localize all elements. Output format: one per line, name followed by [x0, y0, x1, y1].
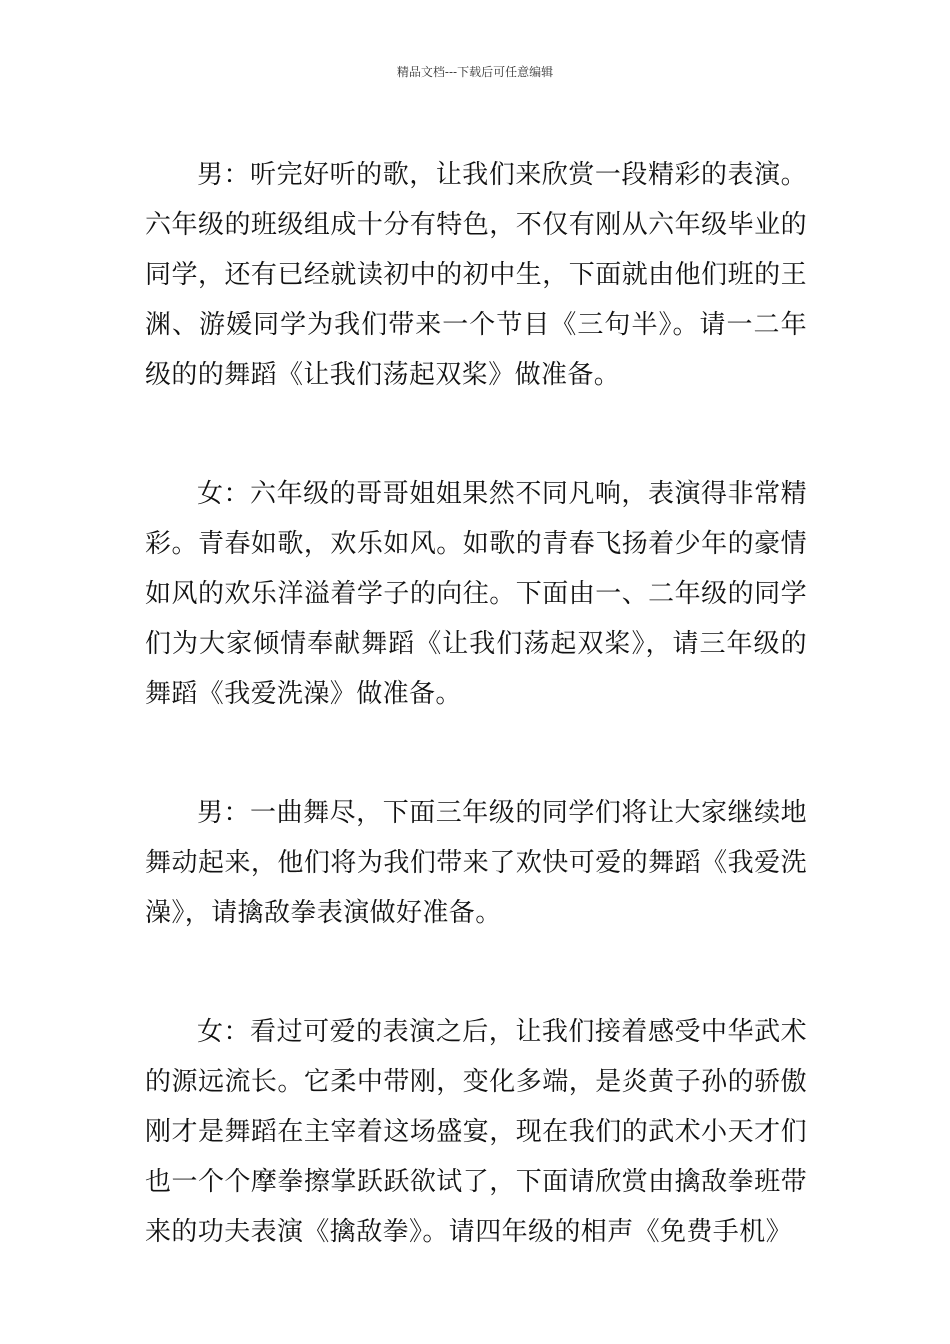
- paragraph-male-2: 男：一曲舞尽，下面三年级的同学们将让大家继续地舞动起来，他们将为我们带来了欢快可爱的舞蹈《我爱洗澡》，请擒敌拳表演做好准备。: [145, 798, 807, 928]
- page-header: 精品文档---下载后可任意编辑: [396, 65, 554, 79]
- paragraph-female-2: 女：看过可爱的表演之后，让我们接着感受中华武术的源远流长。它柔中带刚，变化多端，是炎黄子孙的骄傲刚才是舞蹈在主宰着这场盛宴，现在我们的武术小天才们也一个个摩拳擦掌跃跃欲试了，下面请欣赏由擒敌拳班带来的功夫表演《擒敌拳》。请四年级的相声《免费手机》: [145, 1017, 807, 1247]
- paragraph-female-1: 女：六年级的哥哥姐姐果然不同凡响，表演得非常精彩。青春如歌，欢乐如风。如歌的青春飞扬着少年的豪情如风的欢乐洋溢着学子的向往。下面由一、二年级的同学们为大家倾情奉献舞蹈《让我们荡起双桨》，请三年级的舞蹈《我爱洗澡》做准备。: [145, 479, 807, 709]
- document-body: [145, 150, 807, 1257]
- paragraph-male-1: 男：听完好听的歌，让我们来欣赏一段精彩的表演。六年级的班级组成十分有特色，不仅有刚从六年级毕业的同学，还有已经就读初中的初中生，下面就由他们班的王渊、游媛同学为我们带来一个节目《三句半》。请一二年级的的舞蹈《让我们荡起双桨》做准备。: [145, 160, 807, 390]
